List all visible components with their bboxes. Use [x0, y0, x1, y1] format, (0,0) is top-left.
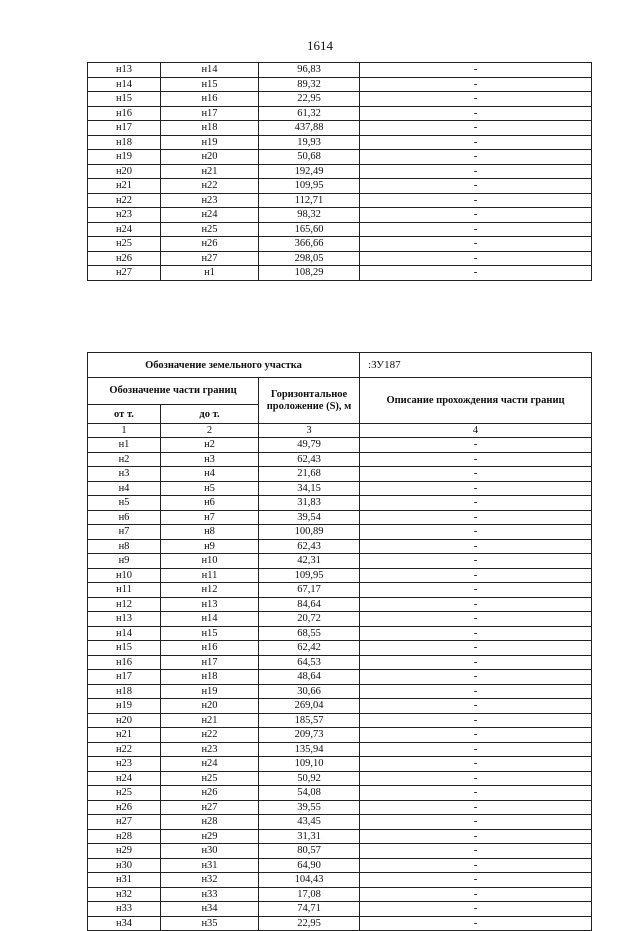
- distance-value: 64,90: [259, 858, 360, 873]
- description-cell: -: [360, 237, 592, 252]
- point-to: н16: [161, 641, 259, 656]
- table-row: [88, 438, 592, 453]
- point-from: н27: [88, 815, 161, 830]
- point-from: н2: [88, 452, 161, 467]
- point-to: н29: [161, 829, 259, 844]
- point-from: н18: [88, 135, 161, 150]
- table-row: [88, 612, 592, 627]
- point-to: н32: [161, 873, 259, 888]
- point-to: н17: [161, 106, 259, 121]
- header-distance: Горизонтальное проложение (S), м: [259, 378, 360, 424]
- description-cell: -: [360, 251, 592, 266]
- page-number: 1614: [307, 38, 333, 53]
- table-row: [88, 641, 592, 656]
- table-row: [88, 728, 592, 743]
- description-cell: -: [360, 742, 592, 757]
- point-from: н33: [88, 902, 161, 917]
- table-row: [88, 887, 592, 902]
- point-to: н19: [161, 684, 259, 699]
- point-to: н31: [161, 858, 259, 873]
- point-to: н25: [161, 222, 259, 237]
- point-to: н25: [161, 771, 259, 786]
- section-header-row: [88, 353, 592, 378]
- point-to: н19: [161, 135, 259, 150]
- distance-value: 31,31: [259, 829, 360, 844]
- column-number: 2: [161, 424, 259, 438]
- point-to: н28: [161, 815, 259, 830]
- point-to: н24: [161, 757, 259, 772]
- table-row: [88, 684, 592, 699]
- table-row: [88, 539, 592, 554]
- description-cell: -: [360, 728, 592, 743]
- description-cell: -: [360, 684, 592, 699]
- table-row: [88, 510, 592, 525]
- table-row: [88, 164, 592, 179]
- description-cell: -: [360, 829, 592, 844]
- point-to: н3: [161, 452, 259, 467]
- table-row: [88, 481, 592, 496]
- point-from: н20: [88, 713, 161, 728]
- point-to: н33: [161, 887, 259, 902]
- point-from: н6: [88, 510, 161, 525]
- description-cell: -: [360, 554, 592, 569]
- table-row: [88, 829, 592, 844]
- distance-value: 109,95: [259, 568, 360, 583]
- point-to: н2: [161, 438, 259, 453]
- description-cell: -: [360, 887, 592, 902]
- distance-value: 64,53: [259, 655, 360, 670]
- table-row: [88, 568, 592, 583]
- description-cell: -: [360, 626, 592, 641]
- table-row: [88, 815, 592, 830]
- distance-value: 62,43: [259, 539, 360, 554]
- description-cell: -: [360, 873, 592, 888]
- distance-value: 17,08: [259, 887, 360, 902]
- distance-value: 112,71: [259, 193, 360, 208]
- distance-value: 96,83: [259, 63, 360, 78]
- point-from: н5: [88, 496, 161, 511]
- point-from: н34: [88, 916, 161, 931]
- table-row: [88, 237, 592, 252]
- description-cell: -: [360, 106, 592, 121]
- point-to: н6: [161, 496, 259, 511]
- point-to: н21: [161, 164, 259, 179]
- point-to: н4: [161, 467, 259, 482]
- distance-value: 22,95: [259, 916, 360, 931]
- point-from: н1: [88, 438, 161, 453]
- distance-value: 209,73: [259, 728, 360, 743]
- distance-value: 48,64: [259, 670, 360, 685]
- description-cell: -: [360, 135, 592, 150]
- point-from: н15: [88, 92, 161, 107]
- point-to: н15: [161, 626, 259, 641]
- point-from: н12: [88, 597, 161, 612]
- distance-value: 74,71: [259, 902, 360, 917]
- distance-value: 366,66: [259, 237, 360, 252]
- description-cell: -: [360, 208, 592, 223]
- table-row: [88, 193, 592, 208]
- point-to: н1: [161, 266, 259, 281]
- point-from: н4: [88, 481, 161, 496]
- distance-value: 42,31: [259, 554, 360, 569]
- point-to: н12: [161, 583, 259, 598]
- description-cell: -: [360, 496, 592, 511]
- point-to: н35: [161, 916, 259, 931]
- description-cell: -: [360, 92, 592, 107]
- description-cell: -: [360, 786, 592, 801]
- header-parts: Обозначение части границ: [88, 378, 259, 405]
- point-from: н28: [88, 829, 161, 844]
- point-to: н27: [161, 800, 259, 815]
- distance-value: 192,49: [259, 164, 360, 179]
- description-cell: -: [360, 77, 592, 92]
- description-cell: -: [360, 179, 592, 194]
- distance-value: 61,32: [259, 106, 360, 121]
- point-to: н23: [161, 193, 259, 208]
- description-cell: -: [360, 150, 592, 165]
- table-row: [88, 771, 592, 786]
- point-to: н14: [161, 63, 259, 78]
- description-cell: -: [360, 670, 592, 685]
- point-to: н20: [161, 150, 259, 165]
- description-cell: -: [360, 612, 592, 627]
- point-from: н31: [88, 873, 161, 888]
- table-row: [88, 844, 592, 859]
- point-from: н13: [88, 63, 161, 78]
- point-from: н32: [88, 887, 161, 902]
- column-number: 4: [360, 424, 592, 438]
- header-to: до т.: [161, 405, 259, 424]
- table-row: [88, 713, 592, 728]
- distance-value: 185,57: [259, 713, 360, 728]
- table-row: [88, 626, 592, 641]
- column-number: 3: [259, 424, 360, 438]
- distance-value: 68,55: [259, 626, 360, 641]
- distance-value: 31,83: [259, 496, 360, 511]
- boundary-table-zu187: [87, 352, 592, 931]
- distance-value: 165,60: [259, 222, 360, 237]
- point-from: н10: [88, 568, 161, 583]
- distance-value: 98,32: [259, 208, 360, 223]
- distance-value: 109,95: [259, 179, 360, 194]
- point-from: н14: [88, 626, 161, 641]
- description-cell: -: [360, 568, 592, 583]
- point-from: н26: [88, 251, 161, 266]
- point-to: н8: [161, 525, 259, 540]
- table-row: [88, 496, 592, 511]
- description-cell: -: [360, 539, 592, 554]
- point-to: н13: [161, 597, 259, 612]
- point-to: н14: [161, 612, 259, 627]
- description-cell: -: [360, 583, 592, 598]
- description-cell: -: [360, 121, 592, 136]
- column-header-row: [88, 378, 592, 405]
- point-from: н27: [88, 266, 161, 281]
- description-cell: -: [360, 452, 592, 467]
- distance-value: 43,45: [259, 815, 360, 830]
- distance-value: 30,66: [259, 684, 360, 699]
- point-from: н25: [88, 237, 161, 252]
- point-from: н24: [88, 771, 161, 786]
- point-to: н26: [161, 237, 259, 252]
- point-to: н7: [161, 510, 259, 525]
- distance-value: 21,68: [259, 467, 360, 482]
- description-cell: -: [360, 699, 592, 714]
- point-to: н34: [161, 902, 259, 917]
- point-from: н16: [88, 655, 161, 670]
- table-row: [88, 525, 592, 540]
- description-cell: -: [360, 902, 592, 917]
- point-from: н29: [88, 844, 161, 859]
- section-value: :ЗУ187: [360, 353, 592, 378]
- distance-value: 109,10: [259, 757, 360, 772]
- table-row: [88, 150, 592, 165]
- distance-value: 39,55: [259, 800, 360, 815]
- point-from: н25: [88, 786, 161, 801]
- point-from: н23: [88, 208, 161, 223]
- table-row: [88, 757, 592, 772]
- table-row: [88, 251, 592, 266]
- distance-value: 34,15: [259, 481, 360, 496]
- point-from: н19: [88, 150, 161, 165]
- boundary-table-continued: [87, 62, 592, 281]
- table-row: [88, 452, 592, 467]
- distance-value: 39,54: [259, 510, 360, 525]
- table-row: [88, 266, 592, 281]
- point-from: н19: [88, 699, 161, 714]
- section-label: Обозначение земельного участка: [88, 353, 360, 378]
- description-cell: -: [360, 815, 592, 830]
- distance-value: 49,79: [259, 438, 360, 453]
- table-row: [88, 916, 592, 931]
- description-cell: -: [360, 222, 592, 237]
- point-from: н16: [88, 106, 161, 121]
- description-cell: -: [360, 844, 592, 859]
- description-cell: -: [360, 193, 592, 208]
- point-from: н22: [88, 193, 161, 208]
- point-from: н17: [88, 670, 161, 685]
- point-to: н15: [161, 77, 259, 92]
- point-to: н30: [161, 844, 259, 859]
- distance-value: 62,43: [259, 452, 360, 467]
- table-row: [88, 92, 592, 107]
- point-from: н23: [88, 757, 161, 772]
- distance-value: 20,72: [259, 612, 360, 627]
- distance-value: 50,92: [259, 771, 360, 786]
- point-to: н22: [161, 179, 259, 194]
- point-to: н10: [161, 554, 259, 569]
- distance-value: 67,17: [259, 583, 360, 598]
- description-cell: -: [360, 641, 592, 656]
- point-from: н18: [88, 684, 161, 699]
- description-cell: -: [360, 655, 592, 670]
- distance-value: 89,32: [259, 77, 360, 92]
- point-to: н18: [161, 121, 259, 136]
- point-from: н14: [88, 77, 161, 92]
- description-cell: -: [360, 597, 592, 612]
- distance-value: 108,29: [259, 266, 360, 281]
- distance-value: 62,42: [259, 641, 360, 656]
- distance-value: 100,89: [259, 525, 360, 540]
- point-from: н11: [88, 583, 161, 598]
- table-row: [88, 63, 592, 78]
- description-cell: -: [360, 800, 592, 815]
- table-row: [88, 467, 592, 482]
- distance-value: 80,57: [259, 844, 360, 859]
- table-row: [88, 208, 592, 223]
- header-description: Описание прохождения части границ: [360, 378, 592, 424]
- table-row: [88, 786, 592, 801]
- table-row: [88, 135, 592, 150]
- point-from: н21: [88, 728, 161, 743]
- table-row: [88, 554, 592, 569]
- table-row: [88, 858, 592, 873]
- point-from: н7: [88, 525, 161, 540]
- table-row: [88, 902, 592, 917]
- description-cell: -: [360, 510, 592, 525]
- point-from: н13: [88, 612, 161, 627]
- point-to: н11: [161, 568, 259, 583]
- description-cell: -: [360, 164, 592, 179]
- column-number-row: [88, 424, 592, 438]
- table-row: [88, 179, 592, 194]
- distance-value: 437,88: [259, 121, 360, 136]
- point-to: н27: [161, 251, 259, 266]
- point-from: н26: [88, 800, 161, 815]
- description-cell: -: [360, 771, 592, 786]
- distance-value: 135,94: [259, 742, 360, 757]
- table-row: [88, 873, 592, 888]
- table-row: [88, 106, 592, 121]
- column-number: 1: [88, 424, 161, 438]
- point-from: н21: [88, 179, 161, 194]
- table-row: [88, 222, 592, 237]
- point-from: н24: [88, 222, 161, 237]
- description-cell: -: [360, 467, 592, 482]
- distance-value: 104,43: [259, 873, 360, 888]
- table-row: [88, 655, 592, 670]
- description-cell: -: [360, 481, 592, 496]
- point-to: н26: [161, 786, 259, 801]
- point-from: н20: [88, 164, 161, 179]
- description-cell: -: [360, 525, 592, 540]
- point-to: н22: [161, 728, 259, 743]
- table-row: [88, 699, 592, 714]
- description-cell: -: [360, 858, 592, 873]
- table-row: [88, 121, 592, 136]
- distance-value: 84,64: [259, 597, 360, 612]
- distance-value: 54,08: [259, 786, 360, 801]
- point-to: н24: [161, 208, 259, 223]
- table-row: [88, 670, 592, 685]
- table-row: [88, 742, 592, 757]
- point-from: н30: [88, 858, 161, 873]
- description-cell: -: [360, 266, 592, 281]
- point-from: н17: [88, 121, 161, 136]
- description-cell: -: [360, 757, 592, 772]
- point-to: н18: [161, 670, 259, 685]
- description-cell: -: [360, 713, 592, 728]
- table-row: [88, 597, 592, 612]
- point-to: н23: [161, 742, 259, 757]
- header-from: от т.: [88, 405, 161, 424]
- point-from: н3: [88, 467, 161, 482]
- point-to: н9: [161, 539, 259, 554]
- point-from: н22: [88, 742, 161, 757]
- distance-value: 50,68: [259, 150, 360, 165]
- point-to: н5: [161, 481, 259, 496]
- distance-value: 22,95: [259, 92, 360, 107]
- table-row: [88, 583, 592, 598]
- point-to: н17: [161, 655, 259, 670]
- point-to: н20: [161, 699, 259, 714]
- description-cell: -: [360, 63, 592, 78]
- description-cell: -: [360, 916, 592, 931]
- point-to: н21: [161, 713, 259, 728]
- distance-value: 298,05: [259, 251, 360, 266]
- description-cell: -: [360, 438, 592, 453]
- point-to: н16: [161, 92, 259, 107]
- distance-value: 19,93: [259, 135, 360, 150]
- point-from: н9: [88, 554, 161, 569]
- distance-value: 269,04: [259, 699, 360, 714]
- table-row: [88, 800, 592, 815]
- point-from: н15: [88, 641, 161, 656]
- point-from: н8: [88, 539, 161, 554]
- table-row: [88, 77, 592, 92]
